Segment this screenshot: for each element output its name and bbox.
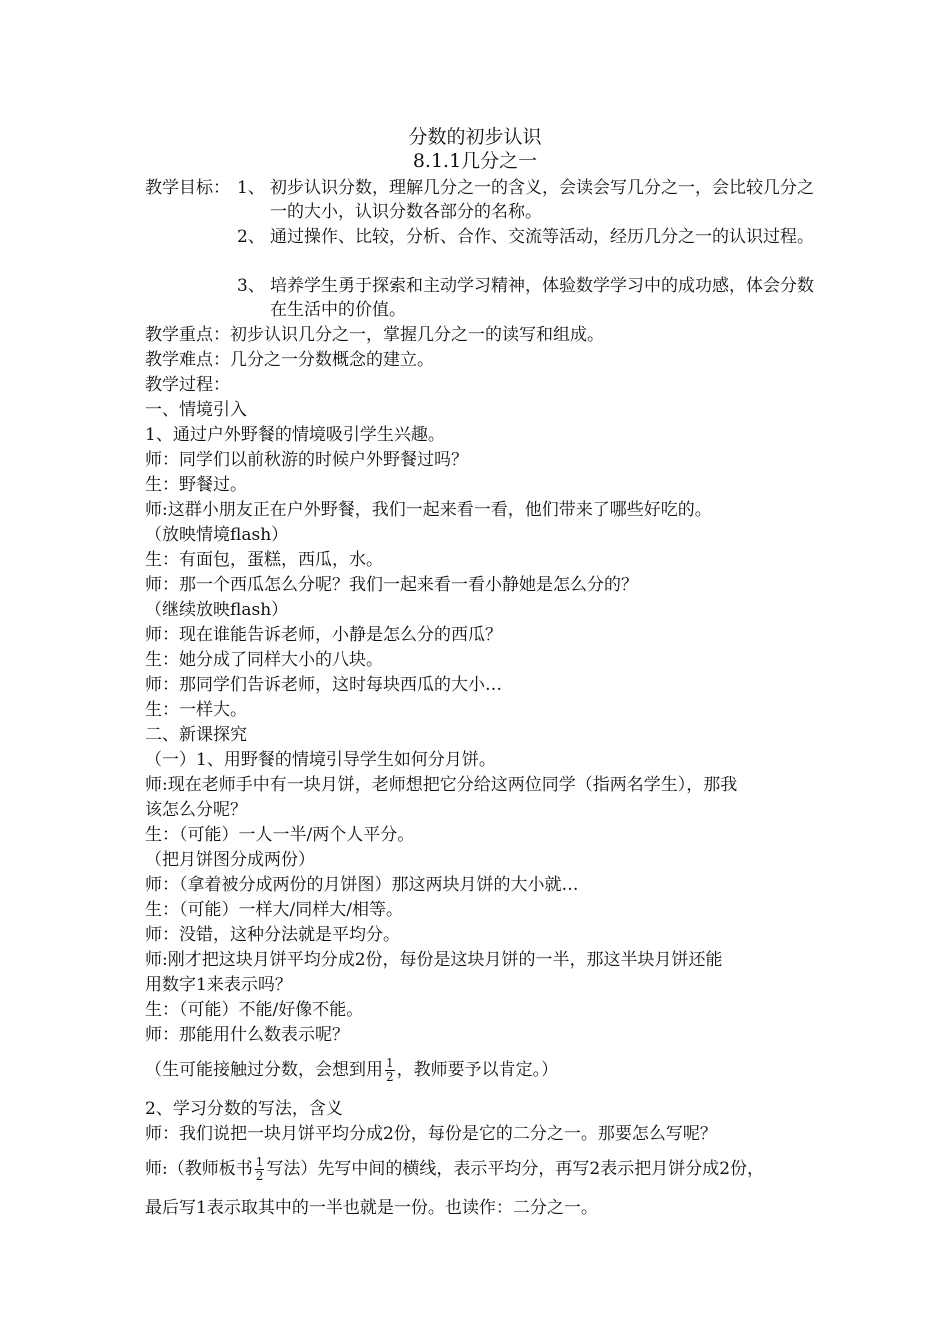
goal-text: 初步认识分数，理解几分之一的含义，会读会写几分之一，会比较几分之一的大小，认识分数各部分的名称。 (270, 178, 814, 222)
text-line: （把月饼图分成两份） (145, 850, 315, 870)
goal-item (237, 176, 817, 224)
text-line: 师:现在老师手中有一块月饼，老师想把它分给这两位同学（指两名学生），那我 (145, 775, 738, 795)
text-line: 生：（可能）不能/好像不能。 (145, 1000, 364, 1020)
section-heading: 2、学习分数的写法，含义 (145, 1099, 343, 1119)
fraction-denominator: 2 (386, 1070, 394, 1084)
goal-number: 3、 (237, 276, 265, 296)
text-line: （放映情境flash） (145, 525, 289, 545)
page-subtitle: 8.1.1几分之一 (412, 150, 538, 172)
page-title: 分数的初步认识 (408, 126, 542, 148)
text-line: 师：没错，这种分法就是平均分。 (145, 925, 400, 945)
text-line: 该怎么分呢？ (145, 800, 247, 820)
text-line: 师：现在谁能告诉老师，小静是怎么分的西瓜？ (145, 625, 502, 645)
text-line: 师：那一个西瓜怎么分呢？我们一起来看一看小静她是怎么分的？ (145, 575, 638, 595)
fraction-half (385, 1057, 395, 1084)
goal-item (237, 274, 817, 322)
text-line: 师：那能用什么数表示呢？ (145, 1025, 349, 1045)
text-line: 生：一样大。 (145, 700, 247, 720)
goal-number: 2、 (237, 227, 265, 247)
fraction-denominator: 2 (255, 1169, 264, 1183)
board-line-before: 师:（教师板书 (145, 1159, 253, 1179)
text-line: 生：她分成了同样大小的八块。 (145, 650, 383, 670)
text-line: 生：有面包，蛋糕，西瓜，水。 (145, 550, 383, 570)
text-line: （继续放映flash） (145, 600, 289, 620)
text-line: 生：（可能）一人一半/两个人平分。 (145, 825, 415, 845)
goal-text: 通过操作、比较，分析、合作、交流等活动，经历几分之一的认识过程。 (270, 227, 814, 247)
text-line: （一）1、用野餐的情境引导学生如何分月饼。 (145, 750, 496, 770)
text-line: 生：（可能）一样大/同样大/相等。 (145, 900, 403, 920)
fraction-line-before: （生可能接触过分数，会想到用 (145, 1060, 383, 1080)
goal-item (237, 225, 817, 249)
section-heading: 二、新课探究 (145, 725, 247, 745)
text-line: 师:这群小朋友正在户外野餐，我们一起来看一看，他们带来了哪些好吃的。 (145, 500, 712, 520)
section-heading: 一、情境引入 (145, 400, 247, 420)
fraction-numerator: 1 (255, 1155, 264, 1169)
text-line: 1、通过户外野餐的情境吸引学生兴趣。 (145, 425, 445, 445)
goals-label: 教学目标： (145, 178, 230, 198)
fraction-numerator: 1 (386, 1056, 394, 1070)
text-line: 师:刚才把这块月饼平均分成2份，每份是这块月饼的一半，那这半块月饼还能 (145, 950, 723, 970)
goal-number: 1、 (237, 178, 265, 198)
goal-text: 培养学生勇于探索和主动学习精神，体验数学学习中的成功感，体会分数在生活中的价值。 (270, 276, 814, 320)
fraction-line (145, 1056, 825, 1084)
text-line: 教学难点：几分之一分数概念的建立。 (145, 350, 434, 370)
fraction-half (255, 1156, 265, 1183)
text-line: 最后写1表示取其中的一半也就是一份。也读作：二分之一。 (145, 1198, 598, 1218)
board-line (145, 1155, 825, 1183)
text-line: 用数字1来表示吗？ (145, 975, 292, 995)
text-line: 师：（拿着被分成两份的月饼图）那这两块月饼的大小就… (145, 875, 579, 895)
text-line: 教学过程： (145, 375, 230, 395)
text-line: 教学重点：初步认识几分之一，掌握几分之一的读写和组成。 (145, 325, 604, 345)
board-line-after: 写法）先写中间的横线，表示平均分，再写2表示把月饼分成2份， (266, 1159, 765, 1179)
text-line: 师：那同学们告诉老师，这时每块西瓜的大小… (145, 675, 502, 695)
text-line: 师：我们说把一块月饼平均分成2份，每份是它的二分之一。那要怎么写呢？ (145, 1124, 717, 1144)
text-line: 生：野餐过。 (145, 475, 247, 495)
fraction-line-after: ，教师要予以肯定。） (396, 1060, 559, 1080)
text-line: 师：同学们以前秋游的时候户外野餐过吗？ (145, 450, 468, 470)
